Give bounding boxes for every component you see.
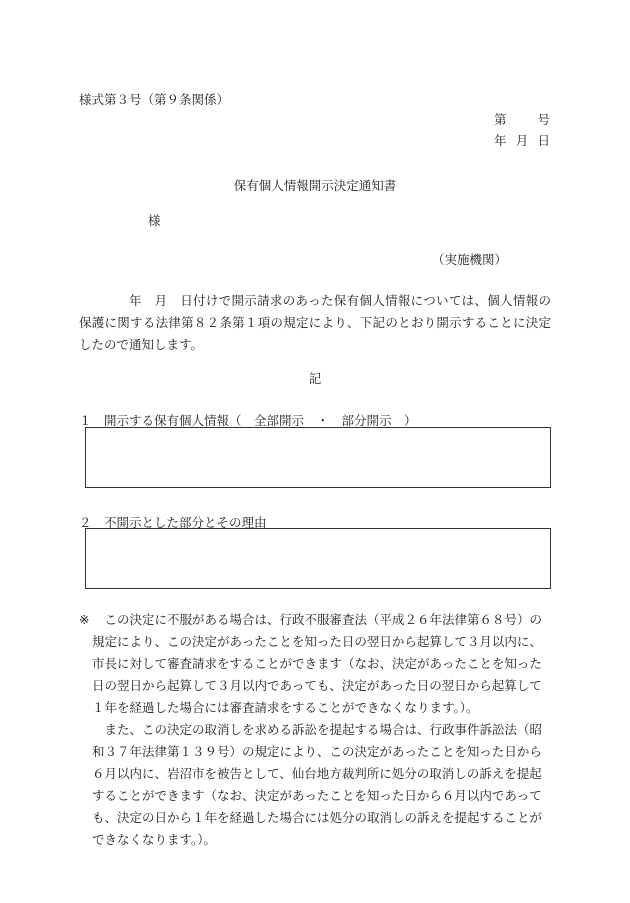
section1-box (85, 427, 551, 488)
ki-heading: 記 (308, 371, 322, 386)
notice-block (79, 609, 551, 851)
section1-label: １ 開示する保有個人情報（ 全部開示 ・ 部分開示 ） (79, 413, 417, 428)
doc-no-prefix: 第 (494, 112, 507, 127)
form-number: 様式第３号（第９条関係） (79, 92, 230, 107)
notice-paragraph-1: この決定に不服がある場合は、行政不服審査法（平成２６年法律第６８号）の規定により、この決定があったことを知った日の翌日から起算して３月以内に、市長に対して審査請求をすることができます（なお、決定があったことを知った日の翌日から起算して３月以内であっても、決定があった日の翌日から起算して１年を経過した場合には審査請求をすることができなくなります。）。 (92, 612, 543, 715)
document-title: 保有個人情報開示決定通知書 (233, 178, 397, 193)
body-paragraph (79, 290, 551, 356)
doc-no-suffix: 号 (537, 112, 550, 127)
section2-box (85, 528, 551, 589)
section2-label: ２ 不開示とした部分とその理由 (79, 515, 267, 530)
document-number (494, 110, 550, 128)
date-month: 月 (515, 133, 529, 148)
document-date (494, 131, 550, 149)
notice-mark: ※ (79, 612, 90, 627)
implementing-agency: （実施機関） (432, 252, 508, 267)
addressee: 様 (148, 213, 161, 228)
date-year: 年 (494, 133, 507, 148)
date-day: 日 (537, 133, 550, 148)
notice-paragraph-2: また、この決定の取消しを求める訴訟を提起する場合は、行政事件訴訟法（昭和３７年法律第１３９号）の規定により、この決定があったことを知った日から６月以内に、岩沼市を被告として、仙台地方裁判所に処分の取消しの訴えを提起することができます（なお、決定があったことを知った日から６月以内であっても、決定の日から１年を経過した場合には処分の取消しの訴えを提起することができなくなります。）。 (92, 722, 543, 847)
body-text: 年 月 日付けで開示請求のあった保有個人情報については、個人情報の保護に関する法律第８２条第１項の規定により、下記のとおり開示することに決定したので通知します。 (79, 293, 551, 352)
